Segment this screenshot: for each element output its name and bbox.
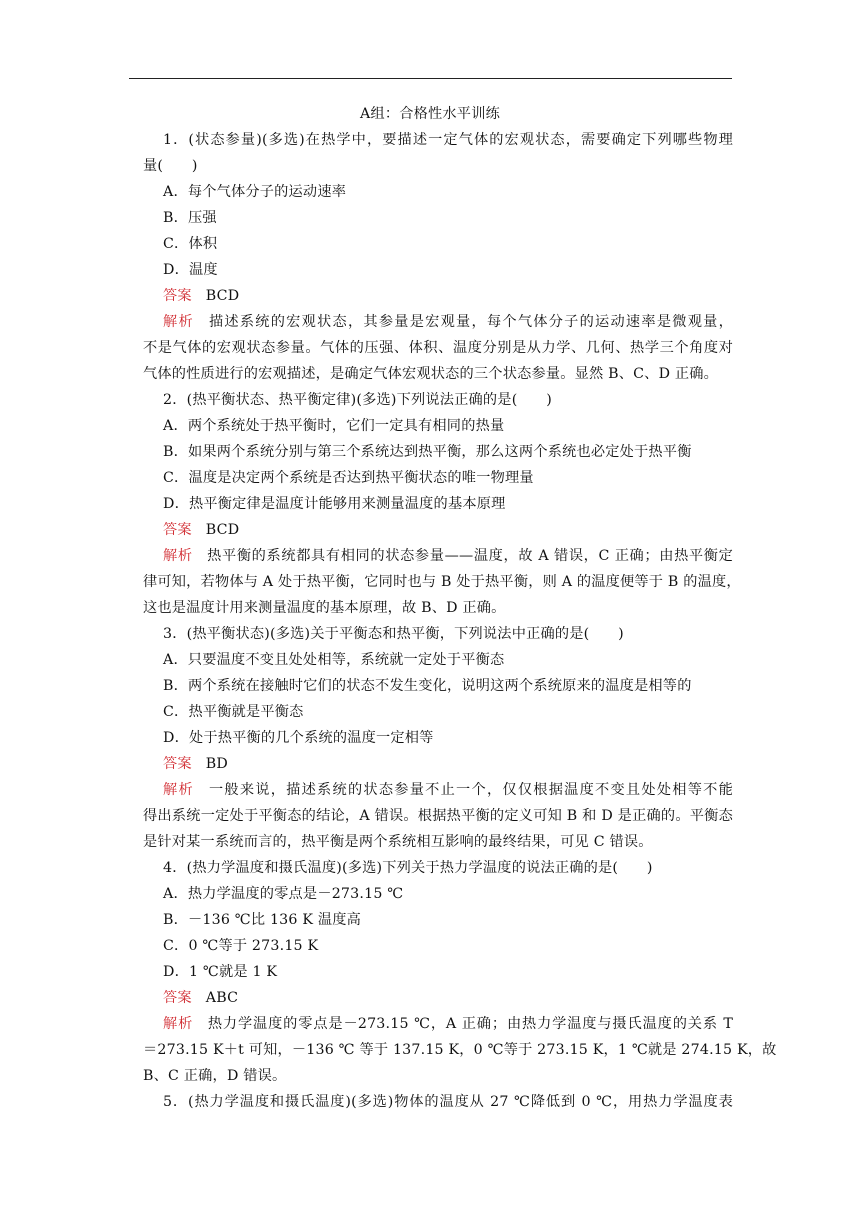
- q1-option-c: C．体积: [163, 236, 218, 252]
- q4-stem: 4．(热力学温度和摄氏温度)(多选)下列关于热力学温度的说法正确的是( ): [163, 860, 653, 876]
- q1-answer-value: BCD: [205, 288, 240, 304]
- section-title: A组：合格性水平训练: [360, 106, 500, 122]
- q3-analysis-line-2: 得出系统一定处于平衡态的结论，A 错误。根据热平衡的定义可知 B 和 D 是正确的。平衡态: [143, 808, 733, 824]
- analysis-label: 解析: [163, 1016, 194, 1032]
- q2-analysis-line-3: 这也是温度计用来测量温度的基本原理，故 B、D 正确。: [143, 600, 506, 616]
- q1-analysis-line-1: [163, 312, 733, 332]
- q1-stem-line-2: 量( ): [143, 158, 198, 174]
- q1-analysis-line-2: 不是气体的宏观状态参量。气体的压强、体积、温度分别是从力学、几何、热学三个角度对: [143, 340, 733, 356]
- q3-option-c: C．热平衡就是平衡态: [163, 704, 304, 720]
- q1-option-b: B．压强: [163, 210, 217, 226]
- q4-analysis-line-3: B、C 正确，D 错误。: [143, 1068, 287, 1084]
- q3-option-d: D．处于热平衡的几个系统的温度一定相等: [163, 730, 434, 746]
- q3-answer-value: BD: [205, 756, 228, 772]
- q3-analysis-text-1: 一般来说，描述系统的状态参量不止一个，仅仅根据温度不变且处处相等不能: [207, 782, 733, 798]
- q2-answer-value: BCD: [205, 522, 240, 538]
- q4-option-d: D．1 ℃就是 1 K: [163, 964, 278, 980]
- q2-analysis-line-2: 律可知，若物体与 A 处于热平衡，它同时也与 B 处于热平衡，则 A 的温度便等于 B 的温度，: [143, 574, 741, 590]
- q4-option-b: B．－136 ℃比 136 K 温度高: [163, 912, 362, 928]
- q2-stem: 2．(热平衡状态、热平衡定律)(多选)下列说法正确的是( ): [163, 392, 552, 408]
- q2-option-a: A．两个系统处于热平衡时，它们一定具有相同的热量: [163, 418, 505, 434]
- answer-label: 答案: [163, 522, 192, 538]
- q1-option-d: D．温度: [163, 262, 218, 278]
- analysis-label: 解析: [163, 548, 193, 564]
- q3-analysis-line-3: 是针对某一系统而言的，热平衡是两个系统相互影响的最终结果，可见 C 错误。: [143, 834, 653, 850]
- q5-stem: 5．(热力学温度和摄氏温度)(多选)物体的温度从 27 ℃降低到 0 ℃，用热力学温度表: [163, 1094, 733, 1110]
- q3-stem: 3．(热平衡状态)(多选)关于平衡态和热平衡，下列说法中正确的是( ): [163, 626, 624, 642]
- q2-option-b: B．如果两个系统分别与第三个系统达到热平衡，那么这两个系统也必定处于热平衡: [163, 444, 692, 460]
- q4-answer-value: ABC: [205, 990, 239, 1006]
- analysis-label: 解析: [163, 314, 194, 330]
- q3-option-a: A．只要温度不变且处处相等，系统就一定处于平衡态: [163, 652, 505, 668]
- answer-label: 答案: [163, 756, 192, 772]
- q2-answer: [163, 520, 753, 540]
- q3-option-b: B．两个系统在接触时它们的状态不发生变化，说明这两个系统原来的温度是相等的: [163, 678, 692, 694]
- q1-answer: [163, 286, 753, 306]
- q4-analysis-text-1: 热力学温度的零点是－273.15 ℃，A 正确；由热力学温度与摄氏温度的关系 T: [207, 1016, 733, 1032]
- q2-option-c: C．温度是决定两个系统是否达到热平衡状态的唯一物理量: [163, 470, 534, 486]
- q2-analysis-text-1: 热平衡的系统都具有相同的状态参量——温度，故 A 错误，C 正确；由热平衡定: [206, 548, 733, 564]
- q4-analysis-line-2: ＝273.15 K＋t 可知，－136 ℃ 等于 137.15 K，0 ℃等于 273.15 K，1 ℃就是 274.15 K，故: [143, 1042, 777, 1058]
- header-rule: [129, 78, 732, 79]
- analysis-label: 解析: [163, 782, 194, 798]
- q2-analysis-line-1: [163, 546, 733, 566]
- q2-option-d: D．热平衡定律是温度计能够用来测量温度的基本原理: [163, 496, 506, 512]
- q4-option-c: C．0 ℃等于 273.15 K: [163, 938, 319, 954]
- q4-analysis-line-1: [163, 1014, 733, 1034]
- q3-analysis-line-1: [163, 780, 733, 800]
- q1-analysis-text-1: 描述系统的宏观状态，其参量是宏观量，每个气体分子的运动速率是微观量，: [207, 314, 733, 330]
- answer-label: 答案: [163, 990, 192, 1006]
- answer-label: 答案: [163, 288, 192, 304]
- q3-answer: [163, 754, 753, 774]
- q4-answer: [163, 988, 753, 1008]
- q1-option-a: A．每个气体分子的运动速率: [163, 184, 347, 200]
- q1-analysis-line-3: 气体的性质进行的宏观描述，是确定气体宏观状态的三个状态参量。显然 B、C、D 正确。: [143, 366, 719, 382]
- q1-stem-line-1: 1．(状态参量)(多选)在热学中，要描述一定气体的宏观状态，需要确定下列哪些物理: [163, 132, 733, 148]
- q4-option-a: A．热力学温度的零点是－273.15 ℃: [163, 886, 404, 902]
